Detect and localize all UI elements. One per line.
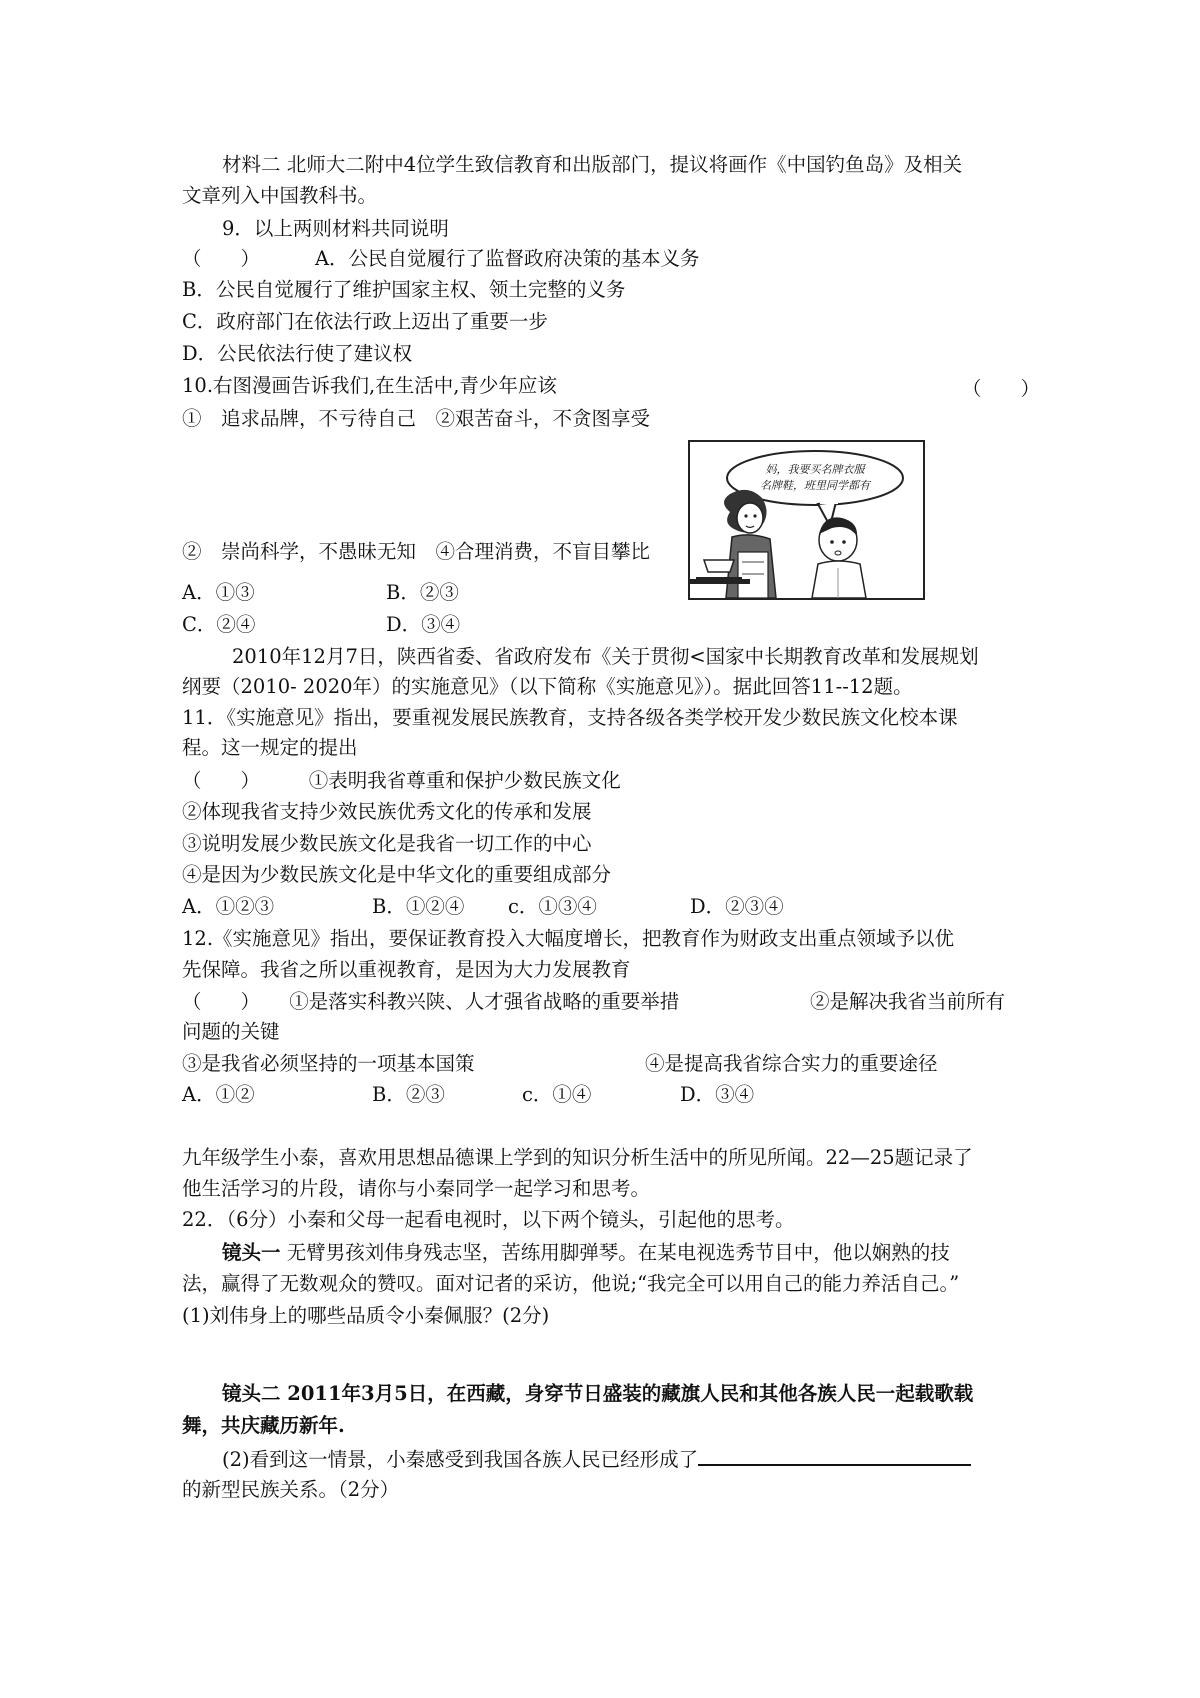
material2-line1: 材料二 北师大二附中4位学生致信教育和出版部门，提议将画作《中国钓鱼岛》及相关 (222, 153, 963, 176)
q11-line3: （ ） ①表明我省尊重和保护少数民族文化 (182, 769, 621, 792)
q11-item4: ④是因为少数民族文化是中华文化的重要组成部分 (182, 863, 612, 886)
intro-11-12-line2: 纲要（2010- 2020年）的实施意见》（以下简称《实施意见》）。据此回答11--12题。 (182, 675, 913, 698)
q12-option-d: D．③④ (680, 1083, 755, 1106)
q11-line2: 程。这一规定的提出 (182, 736, 358, 759)
sub2-text: (2)看到这一情景，小秦感受到我国各族人民已经形成了 (222, 1448, 699, 1471)
q11-line1: 11．《实施意见》指出，要重视发展民族教育，支持各级各类学校开发少数民族文化校本课 (182, 706, 958, 729)
q22-scene2-line2: 舞，共庆藏历新年. (182, 1414, 345, 1437)
q12-option-b: B．②③ (372, 1083, 445, 1106)
svg-text:名牌鞋，班里同学都有: 名牌鞋，班里同学都有 (760, 479, 870, 492)
q22-sub2-line1 (222, 1444, 971, 1474)
q10-option-d: D．③④ (386, 613, 461, 636)
q10-item1: ① 追求品牌，不亏待自己 ②艰苦奋斗，不贪图享受 (182, 407, 651, 430)
answer-blank[interactable] (698, 1444, 971, 1466)
q22-sub1: (1)刘伟身上的哪些品质令小秦佩服？(2分) (182, 1304, 550, 1327)
q12-line5b: ④是提高我省综合实力的重要途径 (645, 1052, 938, 1075)
svg-text:妈，我要买名牌衣服: 妈，我要买名牌衣服 (765, 463, 865, 476)
q12-line5a: ③是我省必须坚持的一项基本国策 (182, 1052, 475, 1075)
material2-line2: 文章列入中国教科书。 (182, 184, 378, 207)
q11-item2: ②体现我省支持少效民族优秀文化的传承和发展 (182, 800, 592, 823)
q22-scene2-line1: 镜头二 2011年3月5日，在西藏，身穿节日盛装的藏旗人民和其他各族人民一起载歌载 (222, 1382, 974, 1405)
q11-option-a: A．①②③ (182, 895, 275, 918)
q9-option-b: B．公民自觉履行了维护国家主权、领土完整的义务 (182, 278, 626, 301)
q11-option-d: D．②③④ (690, 895, 784, 918)
q12-option-a: A．①② (182, 1083, 255, 1106)
q12-line3a: （ ） ①是落实科教兴陕、人才强省战略的重要举措 (182, 990, 680, 1013)
cartoon-image (688, 440, 925, 600)
scene1-text: 无臂男孩刘伟身残志坚，苦练用脚弹琴。在某电视选秀节目中，他以娴熟的技 (280, 1241, 950, 1264)
section-intro-line1: 九年级学生小泰，喜欢用思想品德课上学到的知识分析生活中的所见所闻。22—25题记录了 (182, 1146, 973, 1169)
q11-item3: ③说明发展少数民族文化是我省一切工作的中心 (182, 832, 592, 855)
scene1-title: 镜头一 (222, 1241, 281, 1264)
q10-stem: 10.右图漫画告诉我们,在生活中,青少年应该 (182, 374, 557, 397)
q11-option-b: B．①②④ (372, 895, 465, 918)
q12-line3b: ②是解决我省当前所有 (810, 990, 1006, 1013)
q10-option-c: C．②④ (182, 613, 256, 636)
q11-option-c: c．①③④ (508, 895, 597, 918)
q22-stem: 22．（6分）小秦和父母一起看电视时，以下两个镜头，引起他的思考。 (182, 1208, 795, 1231)
q9-stem: 9．以上两则材料共同说明 (222, 217, 449, 240)
intro-11-12-line1: 2010年12月7日，陕西省委、省政府发布《关于贯彻<国家中长期教育改革和发展规划 (232, 645, 979, 668)
q12-option-c: c．①④ (522, 1083, 592, 1106)
q10-option-a: A．①③ (182, 581, 255, 604)
q12-line1: 12.《实施意见》指出，要保证教育投入大幅度增长，把教育作为财政支出重点领域予以优 (182, 927, 955, 950)
q9-option-d: D．公民依法行使了建议权 (182, 342, 413, 365)
q12-line2: 先保障。我省之所以重视教育，是因为大力发展教育 (182, 958, 631, 981)
q10-option-b: B．②③ (386, 581, 459, 604)
q10-answer-paren: （ ） (962, 377, 1041, 400)
q22-sub2-line2: 的新型民族关系。（2分） (182, 1478, 400, 1501)
cartoon-drawing (690, 442, 923, 598)
q9-option-c: C．政府部门在依法行政上迈出了重要一步 (182, 310, 548, 333)
q9-options-line: （ ） A．公民自觉履行了监督政府决策的基本义务 (182, 247, 700, 270)
q10-item2: ② 崇尚科学，不愚昧无知 ④合理消费，不盲目攀比 (182, 540, 651, 563)
q22-scene1-line1 (222, 1239, 950, 1267)
q22-scene1-line2: 法，赢得了无数观众的赞叹。面对记者的采访，他说;“我完全可以用自己的能力养活自己。” (182, 1272, 960, 1295)
section-intro-line2: 他生活学习的片段，请你与小秦同学一起学习和思考。 (182, 1177, 651, 1200)
q12-line4: 问题的关键 (182, 1020, 280, 1043)
